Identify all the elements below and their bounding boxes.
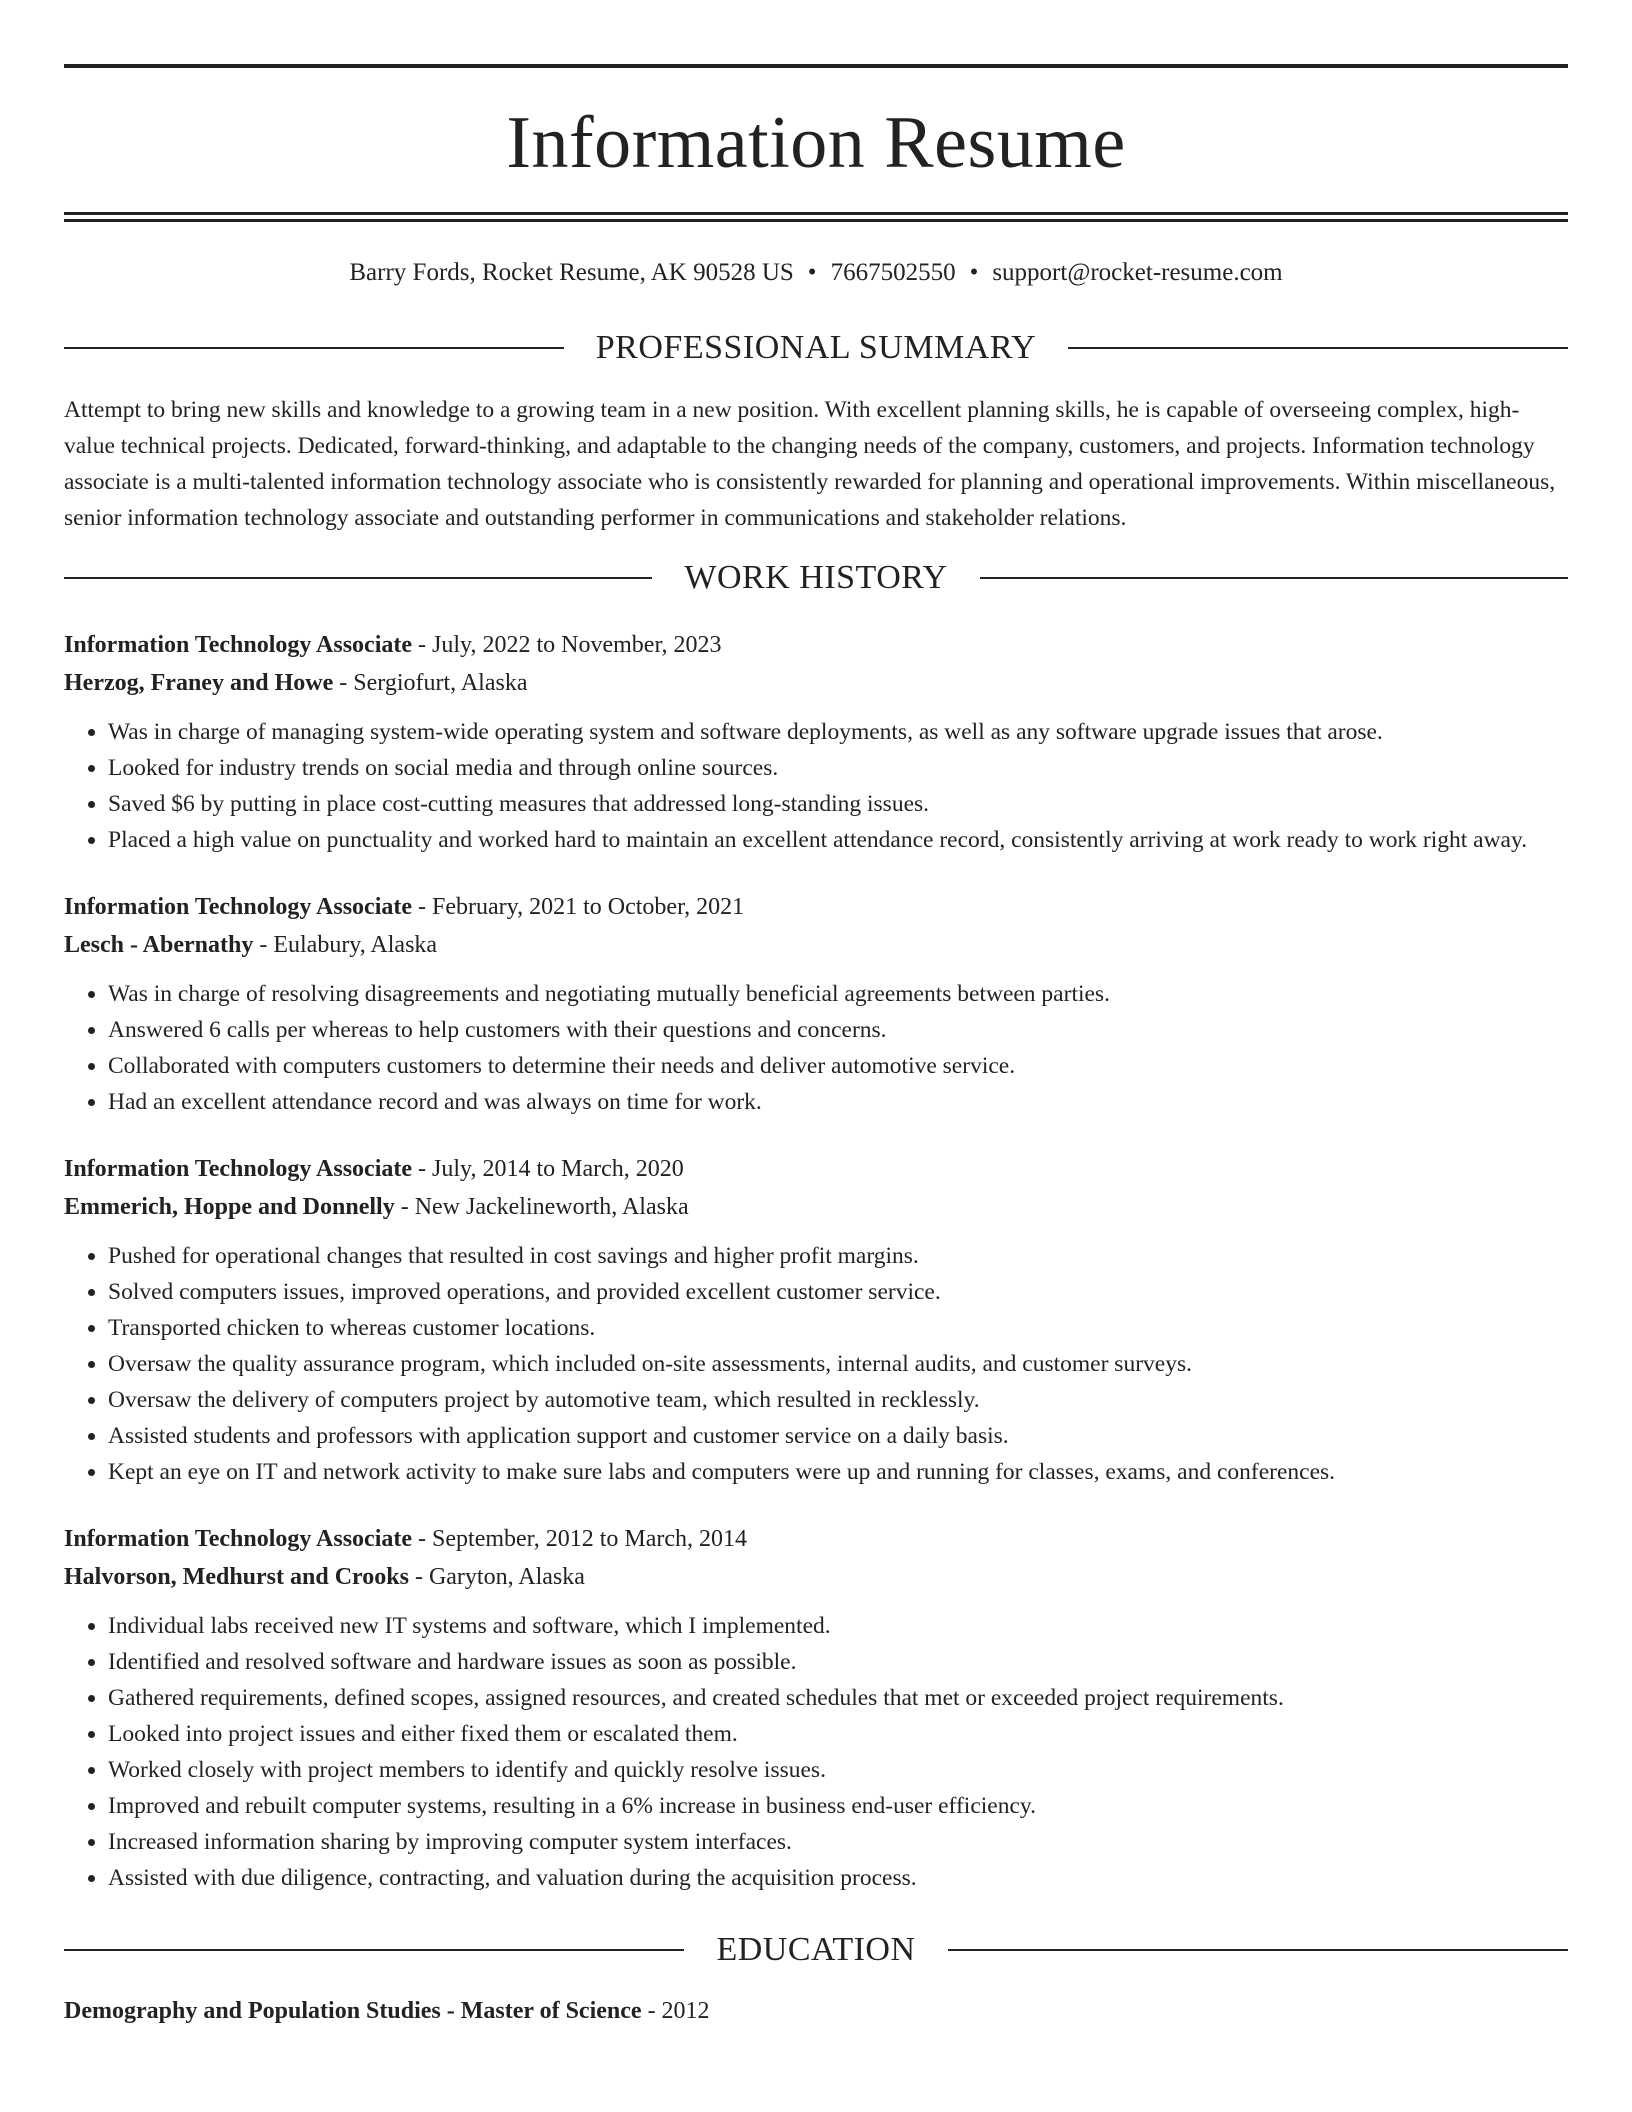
job-bullet: • Individual labs received new IT systems and software, which I implemented. <box>108 1608 1568 1644</box>
contact-address: Barry Fords, Rocket Resume, AK 90528 US <box>349 259 794 286</box>
job-bullet: • Oversaw the quality assurance program, which included on-site assessments, internal audits, and customer surveys. <box>108 1346 1568 1382</box>
job-bullet: • Gathered requirements, defined scopes, assigned resources, and created schedules that met or exceeded project requirements. <box>108 1680 1568 1716</box>
job-bullet: • Collaborated with computers customers to determine their needs and deliver automotive service. <box>108 1048 1568 1084</box>
heading-rule-right <box>948 1949 1568 1951</box>
heading-rule-left <box>64 1949 684 1951</box>
job-title: Information Technology Associate <box>64 894 413 920</box>
job-title: Information Technology Associate <box>64 1526 413 1552</box>
job-location: - New Jackelineworth, Alaska <box>394 1194 689 1220</box>
job-entry <box>64 1520 1568 1896</box>
job-title: Information Technology Associate <box>64 632 413 658</box>
contact-phone: 7667502550 <box>830 259 956 286</box>
job-bullet: • Transported chicken to whereas customer locations. <box>108 1310 1568 1346</box>
job-bullet: • Answered 6 calls per whereas to help customers with their questions and concerns. <box>108 1012 1568 1048</box>
job-bullet: • Oversaw the delivery of computers project by automotive team, which resulted in recklessly. <box>108 1382 1568 1418</box>
job-dates: - July, 2014 to March, 2020 <box>412 1156 684 1182</box>
job-title-line <box>64 1150 1568 1188</box>
job-dates: - July, 2022 to November, 2023 <box>412 632 722 658</box>
job-location: - Eulabury, Alaska <box>253 932 438 958</box>
job-bullet: • Assisted students and professors with application support and customer service on a daily basis. <box>108 1418 1568 1454</box>
job-bullet: • Placed a high value on punctuality and worked hard to maintain an excellent attendance record, consistently arriving at work ready to work right away. <box>108 822 1568 858</box>
job-bullet-list <box>64 976 1568 1120</box>
job-company: Herzog, Franey and Howe <box>64 670 334 696</box>
job-entry <box>64 626 1568 858</box>
job-entry <box>64 888 1568 1120</box>
job-company-line <box>64 1558 1568 1596</box>
job-bullet: • Solved computers issues, improved operations, and provided excellent customer service. <box>108 1274 1568 1310</box>
resume-title: Information Resume <box>506 102 1126 184</box>
job-bullet: • Kept an eye on IT and network activity to make sure labs and computers were up and running for classes, exams, and conferences. <box>108 1454 1568 1490</box>
job-location: - Sergiofurt, Alaska <box>333 670 528 696</box>
job-bullet: • Pushed for operational changes that resulted in cost savings and higher profit margins. <box>108 1238 1568 1274</box>
section-title: WORK HISTORY <box>684 559 948 596</box>
job-bullet: • Was in charge of managing system-wide operating system and software deployments, as well as any software upgrade issues that arose. <box>108 714 1568 750</box>
job-company-line <box>64 926 1568 964</box>
top-rule <box>64 64 1568 68</box>
job-bullet: • Improved and rebuilt computer systems, resulting in a 6% increase in business end-user efficiency. <box>108 1788 1568 1824</box>
heading-rule-left <box>64 347 564 349</box>
contact-separator: • <box>969 259 979 286</box>
job-bullet-list <box>64 714 1568 858</box>
work-history-list <box>64 626 1568 1896</box>
job-company: Emmerich, Hoppe and Donnelly <box>64 1194 395 1220</box>
job-company-line <box>64 664 1568 702</box>
heading-rule-right <box>1068 347 1568 349</box>
contact-line <box>64 258 1568 288</box>
job-bullet: • Looked for industry trends on social media and through online sources. <box>108 750 1568 786</box>
heading-rule-left <box>64 577 652 579</box>
section-heading-summary <box>64 328 1568 368</box>
section-heading-work-history <box>64 558 1568 598</box>
job-entry <box>64 1150 1568 1490</box>
job-bullet-list <box>64 1608 1568 1896</box>
section-title: PROFESSIONAL SUMMARY <box>595 329 1037 366</box>
job-dates: - February, 2021 to October, 2021 <box>412 894 745 920</box>
job-company-line <box>64 1188 1568 1226</box>
job-bullet: • Identified and resolved software and hardware issues as soon as possible. <box>108 1644 1568 1680</box>
heading-rule-right <box>980 577 1568 579</box>
job-company: Lesch - Abernathy <box>64 932 254 958</box>
job-dates: - September, 2012 to March, 2014 <box>412 1526 747 1552</box>
job-title-line <box>64 888 1568 926</box>
job-bullet: • Was in charge of resolving disagreements and negotiating mutually beneficial agreements between parties. <box>108 976 1568 1012</box>
job-bullet: • Had an excellent attendance record and was always on time for work. <box>108 1084 1568 1120</box>
section-title: EDUCATION <box>716 1931 916 1968</box>
job-title-line <box>64 626 1568 664</box>
summary-text: Attempt to bring new skills and knowledge to a growing team in a new position. With excellent planning skills, he is capable of overseeing complex, high-value technical projects. Dedicated, forward-thinking, and adaptable to the changing needs of the company, customers, and projects. Information technology associate is a multi-talented information technology associate who is consistently rewarded for planning and operational improvements. Within miscellaneous, senior information technology associate and outstanding performer in communications and stakeholder relations. <box>64 397 1556 531</box>
contact-email: support@rocket-resume.com <box>992 259 1283 286</box>
education-entry <box>64 1992 1568 2030</box>
education-degree: Demography and Population Studies - Master of Science <box>64 1998 642 2024</box>
job-bullet: • Saved $6 by putting in place cost-cutting measures that addressed long-standing issues. <box>108 786 1568 822</box>
job-bullet-list <box>64 1238 1568 1490</box>
job-bullet: • Assisted with due diligence, contracting, and valuation during the acquisition process. <box>108 1860 1568 1896</box>
education-year: - 2012 <box>641 1998 710 2024</box>
job-location: - Garyton, Alaska <box>408 1564 585 1590</box>
title-double-rule <box>64 212 1568 222</box>
section-heading-education <box>64 1930 1568 1970</box>
job-bullet: • Looked into project issues and either fixed them or escalated them. <box>108 1716 1568 1752</box>
job-company: Halvorson, Medhurst and Crooks <box>64 1564 409 1590</box>
resume-page <box>64 64 1568 2030</box>
job-title-line <box>64 1520 1568 1558</box>
contact-separator: • <box>807 259 817 286</box>
job-bullet: • Increased information sharing by improving computer system interfaces. <box>108 1824 1568 1860</box>
job-bullet: • Worked closely with project members to identify and quickly resolve issues. <box>108 1752 1568 1788</box>
job-title: Information Technology Associate <box>64 1156 413 1182</box>
